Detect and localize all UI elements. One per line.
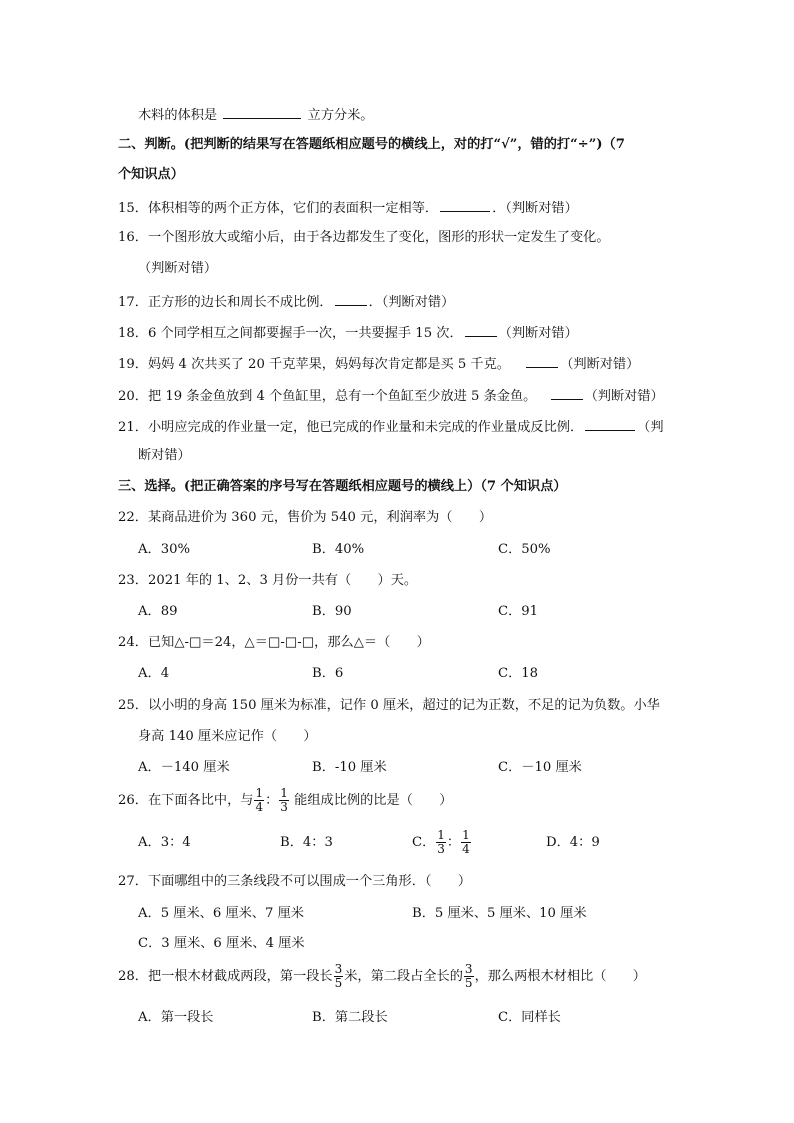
option-d[interactable]: D．4：9 bbox=[546, 835, 600, 850]
option-a[interactable]: A．3：4 bbox=[138, 835, 191, 850]
answer-blank[interactable] bbox=[465, 322, 497, 337]
option-b[interactable]: B．5 厘米、5 厘米、10 厘米 bbox=[412, 906, 587, 921]
fraction: $\frac{1}{3}$ bbox=[280, 786, 288, 814]
question-23: 23．2021 年的 1、2、3 月份一共有（ ）天。 bbox=[118, 573, 418, 588]
top-line: 木料的体积是 立方分米。 bbox=[138, 104, 794, 125]
option-c[interactable]: C． $\frac{1}{3}$ ： $\frac{1}{4}$ bbox=[412, 828, 470, 856]
option-c[interactable]: C．91 bbox=[498, 604, 539, 619]
option-b[interactable]: B．40% bbox=[312, 542, 365, 557]
section-2-title: 二、判断。(把判断的结果写在答题纸相应题号的横线上，对的打“√”，错的打“÷”)（7 bbox=[118, 137, 625, 152]
question-17: 17．正方形的边长和周长不成比例． ．（判断对错） bbox=[118, 291, 794, 312]
question-24: 24．已知△-□＝24，△＝□-□-□，那么△＝（ ） bbox=[118, 635, 430, 650]
section-3-title: 三、选择。(把正确答案的序号写在答题纸相应题号的横线上）（7 个知识点） bbox=[118, 479, 567, 494]
option-b[interactable]: B．4：3 bbox=[280, 835, 333, 850]
answer-blank[interactable] bbox=[551, 385, 583, 400]
option-b[interactable]: B．90 bbox=[312, 604, 352, 619]
option-a[interactable]: A．－140 厘米 bbox=[138, 760, 230, 775]
option-a[interactable]: A．4 bbox=[138, 666, 170, 681]
option-b[interactable]: B．6 bbox=[312, 666, 344, 681]
question-26-options bbox=[0, 828, 794, 858]
question-28: 28．把一根木材截成两段，第一段长 $\frac{3}{5}$ 米，第二段占全长的 $\frac{3}{5}$ ，那么两根木材相比（ ） bbox=[118, 962, 646, 990]
option-c[interactable]: C．同样长 bbox=[498, 1010, 561, 1025]
answer-blank[interactable] bbox=[585, 416, 635, 431]
option-a[interactable]: A．89 bbox=[138, 604, 178, 619]
option-a[interactable]: A．第一段长 bbox=[138, 1010, 214, 1025]
fraction: $\frac{3}{5}$ bbox=[334, 962, 343, 990]
question-27: 27．下面哪组中的三条线段不可以围成一个三角形．（ ） bbox=[118, 874, 472, 889]
question-15: 15．体积相等的两个正方体，它们的表面积一定相等． ．（判断对错） bbox=[118, 197, 794, 218]
answer-blank[interactable] bbox=[440, 197, 490, 212]
question-16-cont: （判断对错） bbox=[138, 261, 218, 276]
question-25: 25．以小明的身高 150 厘米为标准，记作 0 厘米，超过的记为正数，不足的记为负数。小华 bbox=[118, 698, 660, 713]
option-c[interactable]: C．18 bbox=[498, 666, 539, 681]
answer-blank[interactable] bbox=[335, 291, 367, 306]
answer-blank[interactable] bbox=[526, 353, 558, 368]
fraction: $\frac{3}{5}$ bbox=[464, 962, 473, 990]
question-20: 20．把 19 条金鱼放到 4 个鱼缸里，总有一个鱼缸至少放进 5 条金鱼。 （判断对错） bbox=[118, 385, 794, 406]
option-a[interactable]: A．30% bbox=[138, 542, 191, 557]
fraction: $\frac{1}{3}$ bbox=[437, 828, 445, 856]
option-b[interactable]: B．第二段长 bbox=[312, 1010, 388, 1025]
question-26: 26．在下面各比中，与 $\frac{1}{4}$ ： $\frac{1}{3}$ 能组成比例的比是（ ） bbox=[118, 786, 453, 814]
answer-blank[interactable] bbox=[223, 104, 301, 119]
fraction: $\frac{1}{4}$ bbox=[462, 828, 470, 856]
question-21-cont: 断对错） bbox=[138, 448, 191, 463]
option-c[interactable]: C．－10 厘米 bbox=[498, 760, 582, 775]
option-c[interactable]: C．50% bbox=[498, 542, 551, 557]
option-c[interactable]: C．3 厘米、6 厘米、4 厘米 bbox=[138, 936, 305, 951]
question-18: 18．6 个同学相互之间都要握手一次，一共要握手 15 次． （判断对错） bbox=[118, 322, 794, 343]
option-b[interactable]: B．-10 厘米 bbox=[312, 760, 387, 775]
question-21: 21．小明应完成的作业量一定，他已完成的作业量和未完成的作业量成反比例． （判 bbox=[118, 416, 794, 437]
question-19: 19．妈妈 4 次共买了 20 千克苹果，妈妈每次肯定都是买 5 千克。 （判断对错） bbox=[118, 353, 794, 374]
question-16: 16．一个图形放大或缩小后，由于各边都发生了变化，图形的形状一定发生了变化。 bbox=[118, 230, 610, 245]
question-25-cont: 身高 140 厘米应记作（ ） bbox=[138, 729, 317, 744]
fraction: $\frac{1}{4}$ bbox=[255, 786, 264, 814]
question-22: 22．某商品进价为 360 元，售价为 540 元，利润率为（ ） bbox=[118, 510, 493, 525]
section-2-title-cont: 个知识点） bbox=[118, 167, 184, 182]
option-a[interactable]: A．5 厘米、6 厘米、7 厘米 bbox=[138, 906, 304, 921]
